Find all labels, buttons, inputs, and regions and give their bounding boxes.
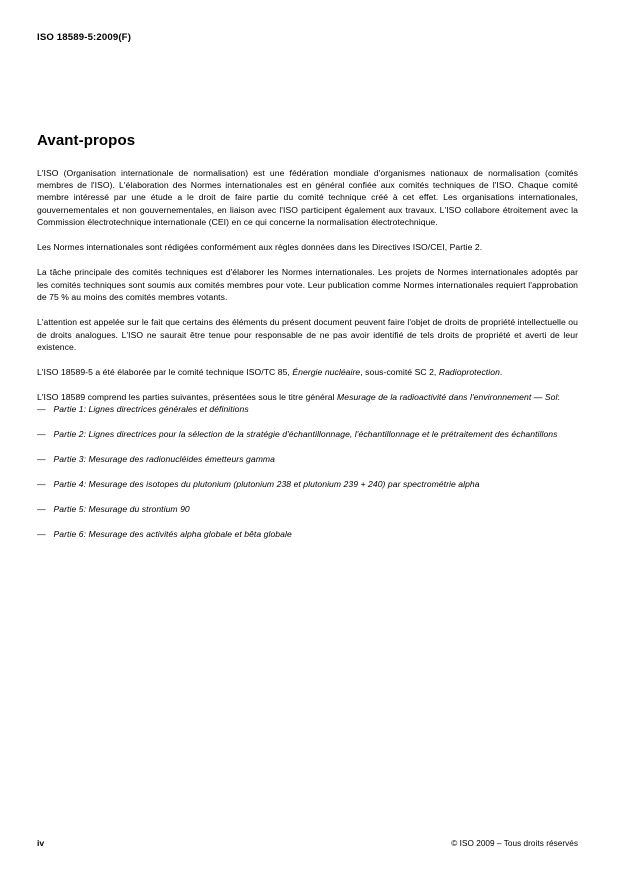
list-item-label: Partie 3: Mesurage des radionucléides émetteurs gamma bbox=[53, 454, 275, 465]
list-item bbox=[37, 478, 578, 490]
list-item bbox=[37, 528, 578, 540]
em-dash-bullet-icon: — bbox=[37, 454, 46, 465]
list-item-label: Partie 1: Lignes directrices générales et définitions bbox=[53, 404, 249, 415]
list-item bbox=[37, 403, 578, 415]
copyright-notice: © ISO 2009 – Tous droits réservés bbox=[451, 839, 578, 848]
running-head: ISO 18589-5:2009(F) bbox=[37, 32, 132, 43]
list-item-label: Partie 6: Mesurage des activités alpha globale et bêta globale bbox=[53, 529, 292, 540]
parts-intro-text-lead: L'ISO 18589 comprend les parties suivantes, présentées sous le titre général bbox=[37, 391, 338, 402]
list-item-label: Partie 2: Lignes directrices pour la sélection de la stratégie d'échantillonnage, l'échantillonnage et le prétraitement des échantillons bbox=[53, 429, 558, 440]
parts-intro-text-tail: : bbox=[557, 391, 560, 402]
page-content bbox=[37, 133, 578, 541]
paragraph-patent-rights: L'attention est appelée sur le fait que certains des éléments du présent document peuvent faire l'objet de droits de propriété intellectuelle ou de droits analogues. L'ISO ne saurait être tenue pour responsable de ne pas avoir identifié de tels droits de propriété et averti de leur existence. bbox=[37, 317, 578, 352]
em-dash-bullet-icon: — bbox=[37, 479, 46, 490]
em-dash-bullet-icon: — bbox=[37, 504, 46, 515]
page-number: iv bbox=[37, 838, 45, 848]
paragraph-iso-definition: L'ISO (Organisation internationale de normalisation) est une fédération mondiale d'organismes nationaux de normalisation (comités membres de l'ISO). L'élaboration des Normes internationales est en général confiée aux comités techniques de l'ISO. Chaque comité membre intéressé par une étude a le droit de faire partie du comité technique créé à cet effet. Les organisations internationales, gouvernementales et non gouvernementales, en liaison avec l'ISO participent également aux travaux. L'ISO collabore étroitement avec la Commission électrotechnique internationale (CEI) en ce qui concerne la normalisation électrotechnique. bbox=[37, 167, 578, 228]
general-title-mesurage-radioactivite: Mesurage de la radioactivité dans l'environnement — Sol bbox=[337, 391, 558, 402]
committee-origin-text-lead: L'ISO 18589-5 a été élaborée par le comité technique ISO/TC 85, bbox=[37, 366, 293, 377]
committee-origin-text-tail: . bbox=[499, 366, 503, 377]
paragraph-parts-intro bbox=[37, 391, 578, 403]
section-title: Avant-propos bbox=[37, 132, 136, 149]
committee-origin-text-mid: , sous-comité SC 2, bbox=[360, 366, 439, 377]
list-item-label: Partie 4: Mesurage des isotopes du plutonium (plutonium 238 et plutonium 239 + 240) par spectrométrie alpha bbox=[53, 479, 480, 490]
paragraph-voting: La tâche principale des comités techniques est d'élaborer les Normes internationales. Les projets de Normes internationales adoptés par les comités techniques sont soumis aux comités membres pour vote. Leur publication comme Normes internationales requiert l'approbation de 75 % au moins des comités membres votants. bbox=[37, 267, 578, 303]
paragraph-directives: Les Normes internationales sont rédigées conformément aux règles données dans les Directives ISO/CEI, Partie 2. bbox=[37, 242, 483, 253]
em-dash-bullet-icon: — bbox=[37, 529, 46, 540]
committee-title-energie-nucleaire: Énergie nucléaire bbox=[292, 366, 361, 377]
em-dash-bullet-icon: — bbox=[37, 429, 46, 440]
page-footer bbox=[37, 838, 578, 848]
subcommittee-title-radioprotection: Radioprotection bbox=[438, 366, 500, 377]
parts-list bbox=[37, 403, 578, 540]
list-item bbox=[37, 453, 578, 465]
paragraph-committee-origin bbox=[37, 366, 578, 378]
list-item bbox=[37, 503, 578, 515]
em-dash-bullet-icon: — bbox=[37, 404, 46, 415]
list-item-label: Partie 5: Mesurage du strontium 90 bbox=[53, 504, 190, 515]
list-item bbox=[37, 428, 578, 440]
